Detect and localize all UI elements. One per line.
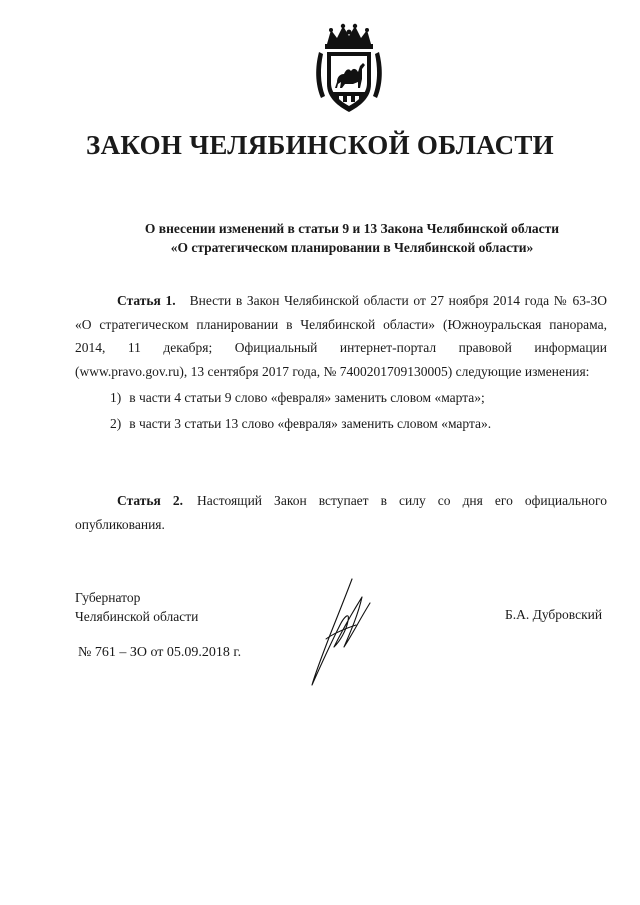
- article-2-label: Статья 2.: [117, 493, 184, 508]
- document-subtitle: [0, 219, 640, 257]
- coat-of-arms-icon: [313, 22, 385, 114]
- crown-icon: [325, 24, 373, 49]
- list-item-number: 2): [110, 415, 122, 431]
- signatory-position: [75, 588, 198, 626]
- list-item-text: в части 4 статьи 9 слово «февраля» заменить словом «марта»;: [129, 390, 485, 405]
- article-1-text: Внести в Закон Челябинской области от 27 ноября 2014 года № 63-ЗО «О стратегическом планировании в Челябинской области» (Южноуральская панорама, 2014, 11 декабря; Официальный интернет-портал правовой информации (www.pravo.gov.ru), 13 сентября 2017 года, № 7400201709130005) следующие изменения:: [75, 293, 608, 379]
- article-2-text: Настоящий Закон вступает в силу со дня его официального опубликования.: [75, 493, 608, 532]
- document-title: ЗАКОН ЧЕЛЯБИНСКОЙ ОБЛАСТИ: [86, 130, 554, 160]
- signatory-name: Б.А. Дубровский: [505, 607, 603, 622]
- position-line-2: Челябинской области: [75, 609, 199, 624]
- article-1: [75, 289, 607, 435]
- article-1-paragraph: [75, 289, 607, 383]
- shield-icon: [327, 52, 371, 112]
- list-item: [75, 386, 607, 410]
- handwritten-signature: [300, 575, 380, 690]
- article-1-label: Статья 1.: [117, 293, 176, 308]
- subtitle-line-2: «О стратегическом планировании в Челябинской области»: [170, 240, 534, 255]
- subtitle-line-1: О внесении изменений в статьи 9 и 13 Закона Челябинской области: [144, 221, 560, 236]
- position-line-1: Губернатор: [75, 590, 141, 605]
- list-item-number: 1): [110, 390, 122, 405]
- article-2: [75, 489, 607, 536]
- list-item-text: в части 3 статьи 13 слово «февраля» заменить словом «марта».: [129, 415, 492, 431]
- amendments-list: [75, 386, 607, 435]
- list-item: [75, 412, 607, 436]
- law-registration-number: № 761 – ЗО от 05.09.2018 г.: [78, 645, 242, 660]
- article-2-paragraph: [75, 489, 607, 536]
